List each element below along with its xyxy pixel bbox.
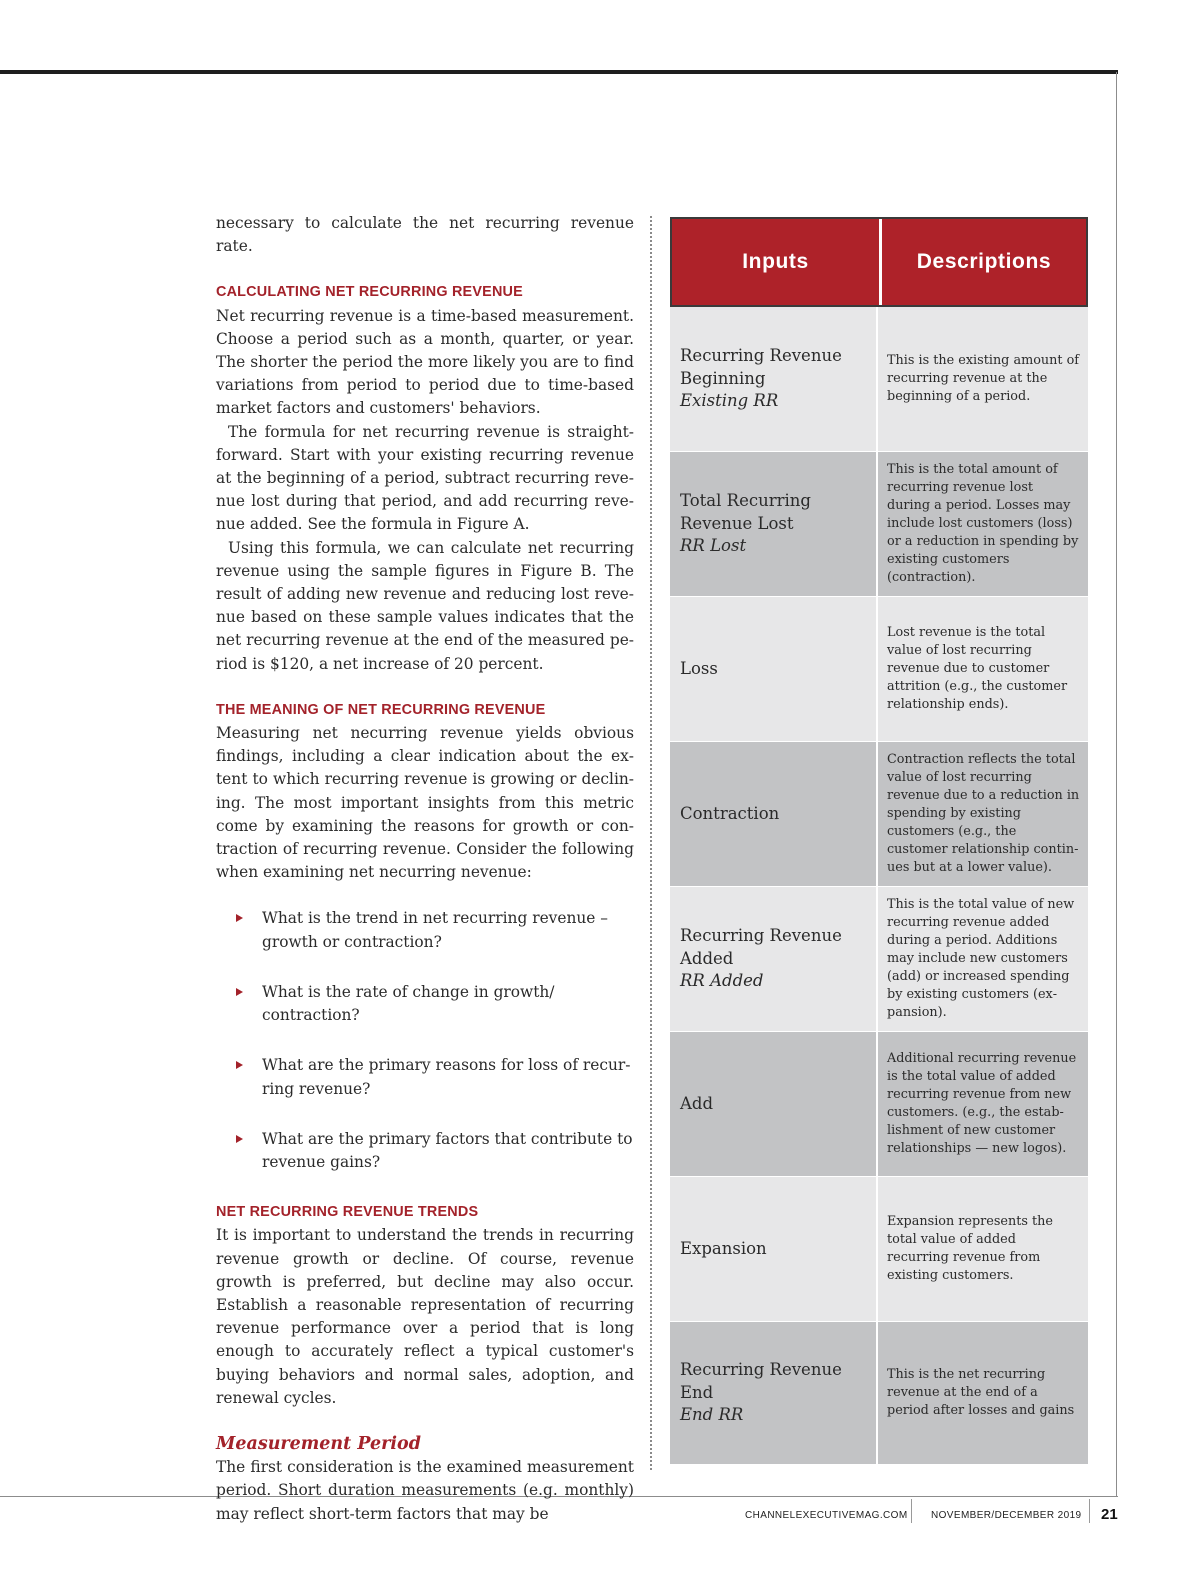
input-abbreviation: RR Lost	[680, 536, 747, 556]
section-heading-calculating: CALCULATING NET RECURRING REVENUE	[216, 284, 523, 301]
description-cell	[878, 742, 1088, 886]
input-cell	[670, 597, 878, 741]
top-rule	[0, 70, 1118, 74]
description-text: Lost revenue is the total value of lost recurring revenue due to customer attrition (e.g., the customer relationship ends).	[887, 625, 1068, 712]
bullet-list	[216, 907, 634, 1174]
subheading-measurement-period: Measurement Period	[216, 1433, 421, 1454]
article-column	[216, 212, 634, 1526]
description-cell	[878, 1032, 1088, 1176]
inputs-descriptions-table	[670, 217, 1088, 1465]
description-cell	[878, 1177, 1088, 1321]
bullet-triangle-icon	[236, 1061, 243, 1069]
input-cell	[670, 887, 878, 1031]
table-row	[670, 887, 1088, 1032]
column-divider	[650, 216, 652, 1470]
paragraph: Net recurring revenue is a time-based measurement. Choose a period such as a month, quarter, or year. The shorter the period the more likely you are to find variations from period to period due to time-based market factors and customers' behaviors.	[216, 306, 634, 418]
input-name: Loss	[680, 658, 718, 678]
table-row	[670, 1032, 1088, 1177]
footer-divider	[1089, 1499, 1090, 1523]
column-header-descriptions: Descriptions	[916, 250, 1052, 273]
input-cell	[670, 1322, 878, 1464]
paragraph: It is important to understand the trends in recurring revenue growth or decline. Of course, revenue growth is preferred, but decline may also occur. Establish a reasonable representation of recurring revenue performance over a period that is long enough to accurately reflect a typical customer's buying behaviors and normal sales, adoption, and renewal cycles.	[216, 1226, 634, 1407]
description-text: This is the net recurring revenue at the end of a period after losses and gains	[887, 1367, 1075, 1418]
paragraph: The first consideration is the examined measurement period. Short duration measurements (e.g. monthly) may reflect short-term factors that may be	[216, 1458, 634, 1523]
input-name: Add	[680, 1093, 714, 1113]
input-abbreviation: RR Added	[680, 971, 764, 991]
description-cell	[878, 307, 1088, 451]
input-name: Contraction	[680, 803, 780, 823]
paragraph: Using this formula, we can calculate net recurring revenue using the sample figures in Figure B. The result of adding new revenue and reducing lost revenue based on these sample values indicates that the net recurring revenue at the end of the measured period is $120, a net increase of 20 percent.	[216, 538, 634, 673]
list-item	[216, 1054, 634, 1100]
input-name: Recurring Revenue Added	[680, 926, 842, 968]
list-item	[216, 1128, 634, 1174]
footer-divider	[911, 1499, 912, 1523]
description-text: This is the total value of new recurring revenue added during a period. Additions may include new customers (add) or increased spending by existing customers (expansion).	[887, 897, 1075, 1020]
description-text: Expansion represents the total value of added recurring revenue from existing customers.	[887, 1214, 1053, 1283]
section-heading-trends: NET RECURRING REVENUE TRENDS	[216, 1204, 479, 1221]
list-item	[216, 981, 634, 1027]
input-name: Recurring Revenue Beginning	[680, 346, 842, 388]
bullet-text: What is the trend in net recurring revenue – growth or contraction?	[262, 909, 609, 951]
page-number: 21	[1101, 1506, 1118, 1523]
input-abbreviation: End RR	[680, 1405, 744, 1425]
bullet-triangle-icon	[236, 988, 243, 996]
table-row	[670, 307, 1088, 452]
table-row	[670, 1322, 1088, 1465]
paragraph: Measuring net necurring revenue yields obvious findings, including a clear indication about the extent to which recurring revenue is growing or declining. The most important insights from this metric come by examining the reasons for growth or contraction of recurring revenue. Consider the following when examining net necurring nevenue:	[216, 724, 634, 882]
bullet-text: What are the primary reasons for loss of recurring revenue?	[262, 1056, 631, 1098]
column-header-inputs: Inputs	[672, 219, 882, 305]
input-name: Total Recurring Revenue Lost	[680, 491, 811, 533]
list-item	[216, 907, 634, 953]
input-cell	[670, 742, 878, 886]
bullet-triangle-icon	[236, 1135, 243, 1143]
description-text: Contraction reflects the total value of lost recurring revenue due to a reduction in spending by existing customers (e.g., the customer relationship continues but at a lower value).	[887, 752, 1080, 875]
table-row	[670, 742, 1088, 887]
description-cell	[878, 452, 1088, 596]
input-cell	[670, 1032, 878, 1176]
footer-issue: NOVEMBER/DECEMBER 2019	[931, 1510, 1082, 1521]
right-margin-rule	[1116, 72, 1117, 1496]
paragraph: The formula for net recurring revenue is straightforward. Start with your existing recurring revenue at the beginning of a period, subtract recurring revenue lost during that period, and add recurring revenue added. See the formula in Figure A.	[216, 422, 634, 534]
table-body	[670, 307, 1088, 1465]
footer-site: CHANNELEXECUTIVEMAG.COM	[745, 1510, 908, 1521]
description-cell	[878, 597, 1088, 741]
table-row	[670, 1177, 1088, 1322]
description-cell	[878, 887, 1088, 1031]
table-header	[670, 217, 1088, 307]
section-heading-meaning: THE MEANING OF NET RECURRING REVENUE	[216, 701, 546, 718]
input-cell	[670, 1177, 878, 1321]
description-text: This is the total amount of recurring revenue lost during a period. Losses may include lost customers (loss) or a reduction in spending by existing customers (contraction).	[887, 462, 1079, 585]
description-text: Additional recurring revenue is the total value of added recurring revenue from new customers. (e.g., the establishment of new customer relationships — new logos).	[887, 1051, 1077, 1156]
input-cell	[670, 452, 878, 596]
input-name: Recurring Revenue End	[680, 1360, 842, 1402]
input-cell	[670, 307, 878, 451]
description-cell	[878, 1322, 1088, 1464]
table-row	[670, 597, 1088, 742]
description-text: This is the existing amount of recurring revenue at the beginning of a period.	[887, 353, 1080, 404]
table-row	[670, 452, 1088, 597]
input-name: Expansion	[680, 1238, 767, 1258]
input-abbreviation: Existing RR	[680, 391, 779, 411]
lead-line: necessary to calculate the net recurring revenue rate.	[216, 214, 634, 256]
bullet-triangle-icon	[236, 914, 243, 922]
bullet-text: What is the rate of change in growth/ contraction?	[262, 982, 555, 1025]
page-footer	[0, 1507, 1200, 1529]
bullet-text: What are the primary factors that contribute to revenue gains?	[262, 1129, 633, 1171]
